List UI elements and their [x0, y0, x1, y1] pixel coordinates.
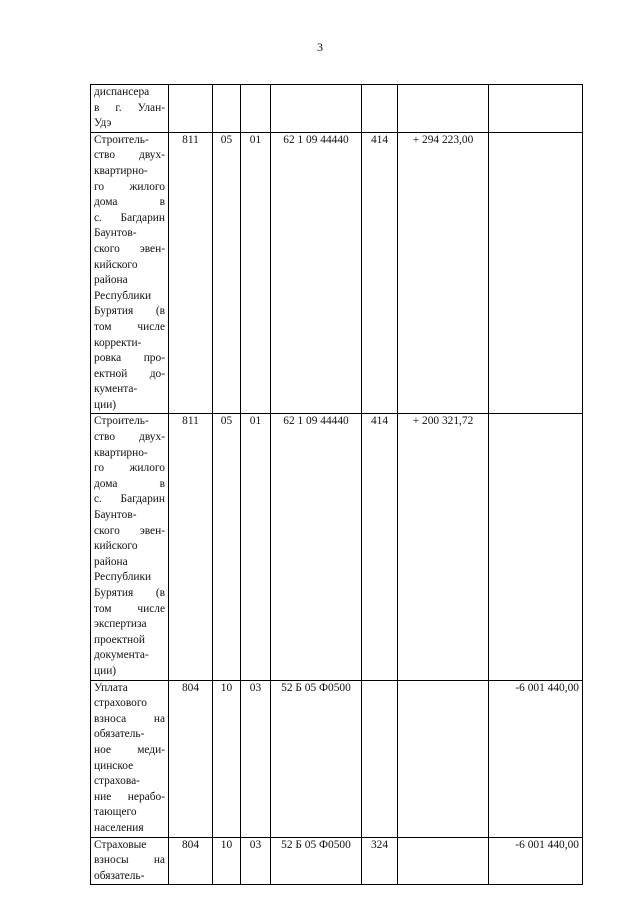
cell-amount-change-2: [489, 85, 583, 133]
name-line: кийского: [94, 258, 138, 271]
name-line: дома в: [94, 477, 165, 490]
name-line: обязатель-: [94, 869, 145, 882]
cell-csr: 62 1 09 44440: [271, 414, 362, 680]
cell-csr: 52 Б 05 Ф0500: [271, 837, 362, 885]
name-line: ского эвен-: [94, 524, 165, 537]
name-line: ние нерабо-: [94, 790, 165, 803]
name-line: с. Багдарин: [94, 493, 165, 506]
name-line: том числе: [94, 320, 165, 333]
cell-gr: [169, 85, 213, 133]
budget-table: [90, 84, 583, 885]
cell-rz: [213, 85, 241, 133]
name-line: документа-: [94, 649, 149, 662]
cell-amount-change: + 294 223,00: [398, 132, 489, 414]
cell-rz: 10: [213, 680, 241, 837]
cell-vr: 324: [362, 837, 398, 885]
name-line: проектной: [94, 633, 145, 646]
name-line: района: [94, 555, 128, 568]
name-line: том числе: [94, 602, 165, 615]
name-line: го жилого: [94, 462, 165, 475]
name-line: кийского: [94, 540, 138, 553]
cell-amount-change: [398, 680, 489, 837]
cell-gr: 804: [169, 680, 213, 837]
name-line: Республики: [94, 571, 152, 584]
cell-name: [91, 837, 169, 885]
cell-pr: [241, 85, 271, 133]
name-line: Баунтов-: [94, 227, 137, 240]
cell-gr: 811: [169, 132, 213, 414]
table-row: [91, 837, 583, 885]
cell-amount-change-2: -6 001 440,00: [489, 680, 583, 837]
name-line: страхова-: [94, 775, 140, 788]
name-line: Строитель-: [94, 415, 149, 428]
cell-name: [91, 85, 169, 133]
name-line: экспертиза: [94, 618, 147, 631]
name-line: Страховые: [94, 838, 147, 851]
name-line: ное меди-: [94, 743, 165, 756]
cell-amount-change: [398, 837, 489, 885]
cell-csr: [271, 85, 362, 133]
cell-name: [91, 680, 169, 837]
cell-csr: 62 1 09 44440: [271, 132, 362, 414]
name-line: ство двух-: [94, 149, 165, 162]
table-row: [91, 414, 583, 680]
name-line: квартирно-: [94, 164, 148, 177]
name-line: го жилого: [94, 180, 165, 193]
cell-amount-change-2: [489, 132, 583, 414]
name-line: квартирно-: [94, 446, 148, 459]
cell-amount-change-2: -6 001 440,00: [489, 837, 583, 885]
table-row: [91, 132, 583, 414]
cell-rz: 05: [213, 414, 241, 680]
name-line: Бурятия (в: [94, 305, 165, 318]
cell-amount-change-2: [489, 414, 583, 680]
cell-amount-change: + 200 321,72: [398, 414, 489, 680]
name-line: ции): [94, 664, 117, 677]
name-line: корректи-: [94, 336, 142, 349]
table-row: [91, 85, 583, 133]
cell-rz: 05: [213, 132, 241, 414]
name-line: Удэ: [94, 117, 112, 130]
cell-pr: 03: [241, 680, 271, 837]
name-line: взноса на: [94, 712, 165, 725]
page-number: 3: [317, 40, 323, 54]
name-line: ектной до-: [94, 367, 165, 380]
cell-gr: 811: [169, 414, 213, 680]
cell-csr: 52 Б 05 Ф0500: [271, 680, 362, 837]
name-line: ции): [94, 398, 117, 411]
cell-pr: 01: [241, 414, 271, 680]
cell-gr: 804: [169, 837, 213, 885]
name-line: дома в: [94, 196, 165, 209]
cell-rz: 10: [213, 837, 241, 885]
name-line: обязатель-: [94, 728, 145, 741]
name-line: Республики: [94, 289, 152, 302]
name-line: с. Багдарин: [94, 211, 165, 224]
name-line: ского эвен-: [94, 242, 165, 255]
cell-amount-change: [398, 85, 489, 133]
name-line: страхового: [94, 697, 147, 710]
table-row: [91, 680, 583, 837]
name-line: Бурятия (в: [94, 587, 165, 599]
cell-name: [91, 414, 169, 680]
cell-vr: 414: [362, 414, 398, 680]
name-line: ровка про-: [94, 352, 165, 365]
name-line: тающего: [94, 806, 137, 819]
name-line: взносы на: [94, 854, 165, 867]
name-line: Баунтов-: [94, 509, 137, 522]
name-line: района: [94, 274, 128, 287]
name-line: в г. Улан-: [94, 101, 165, 114]
name-line: Строитель-: [94, 133, 149, 146]
cell-vr: [362, 680, 398, 837]
cell-pr: 03: [241, 837, 271, 885]
cell-vr: [362, 85, 398, 133]
name-line: диспансера: [94, 86, 150, 98]
name-line: кумента-: [94, 383, 138, 396]
cell-pr: 01: [241, 132, 271, 414]
name-line: Уплата: [94, 681, 128, 694]
cell-vr: 414: [362, 132, 398, 414]
name-line: цинское: [94, 759, 134, 772]
name-line: ство двух-: [94, 431, 165, 444]
name-line: населения: [94, 821, 144, 834]
cell-name: [91, 132, 169, 414]
